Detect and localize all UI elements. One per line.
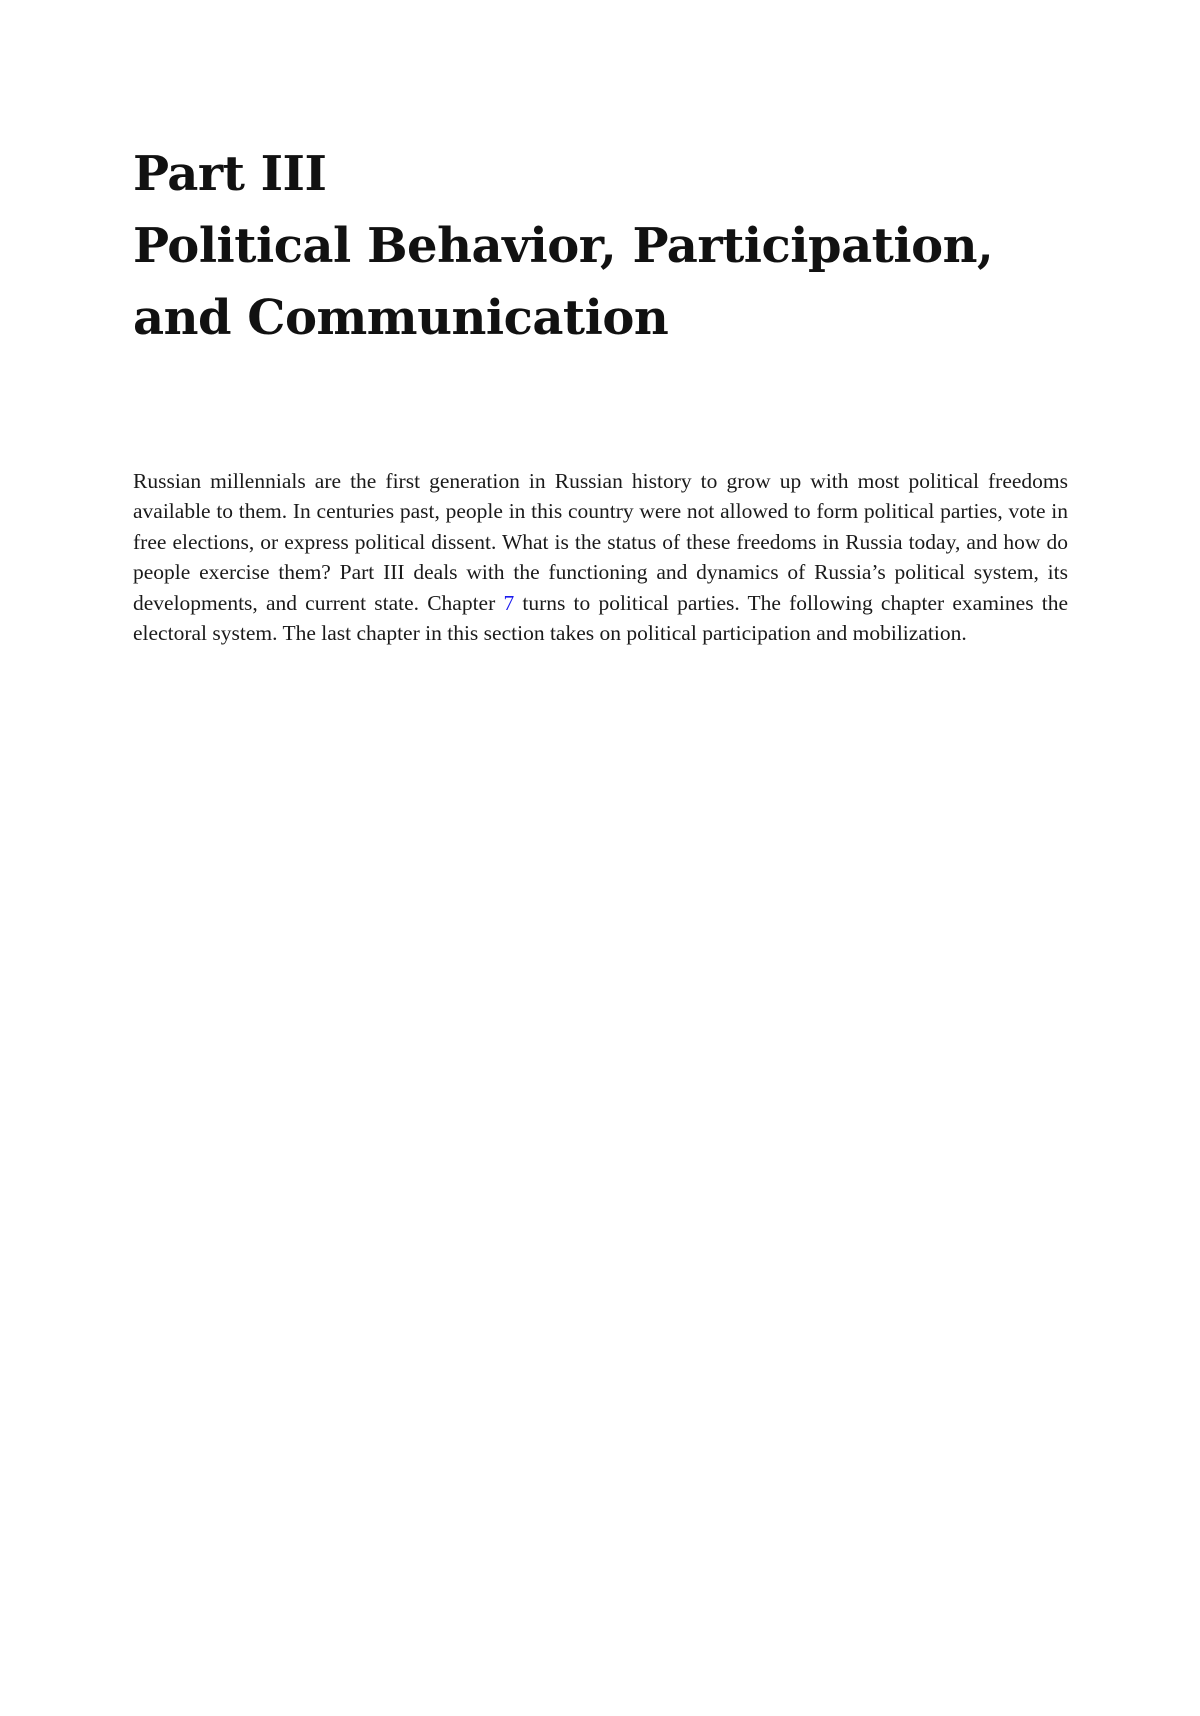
chapter-7-link[interactable]: 7 — [503, 590, 515, 615]
part-title-line-1: Political Behavior, Participation, — [133, 218, 994, 274]
part-title-line-2: and Communication — [133, 290, 669, 346]
intro-paragraph — [133, 466, 1068, 648]
part-label: Part III — [133, 146, 327, 202]
intro-text-before-link: Russian millennials are the first generation in Russian history to grow up with most political freedoms available to them. In centuries past, people in this country were not allowed to form political parties, vote in free elections, or express political dissent. What is the status of these freedoms in Russia today, and how do people exercise them? Part III deals with the functioning and dynamics of Russia’s political system, its developments, and current state. Chapter — [133, 469, 1068, 615]
intro-text-after-link: turns to political parties. The following chapter examines the electoral system. The last chapter in this section takes on political participation and mobilization. — [133, 590, 1068, 646]
part-heading — [133, 138, 1093, 354]
